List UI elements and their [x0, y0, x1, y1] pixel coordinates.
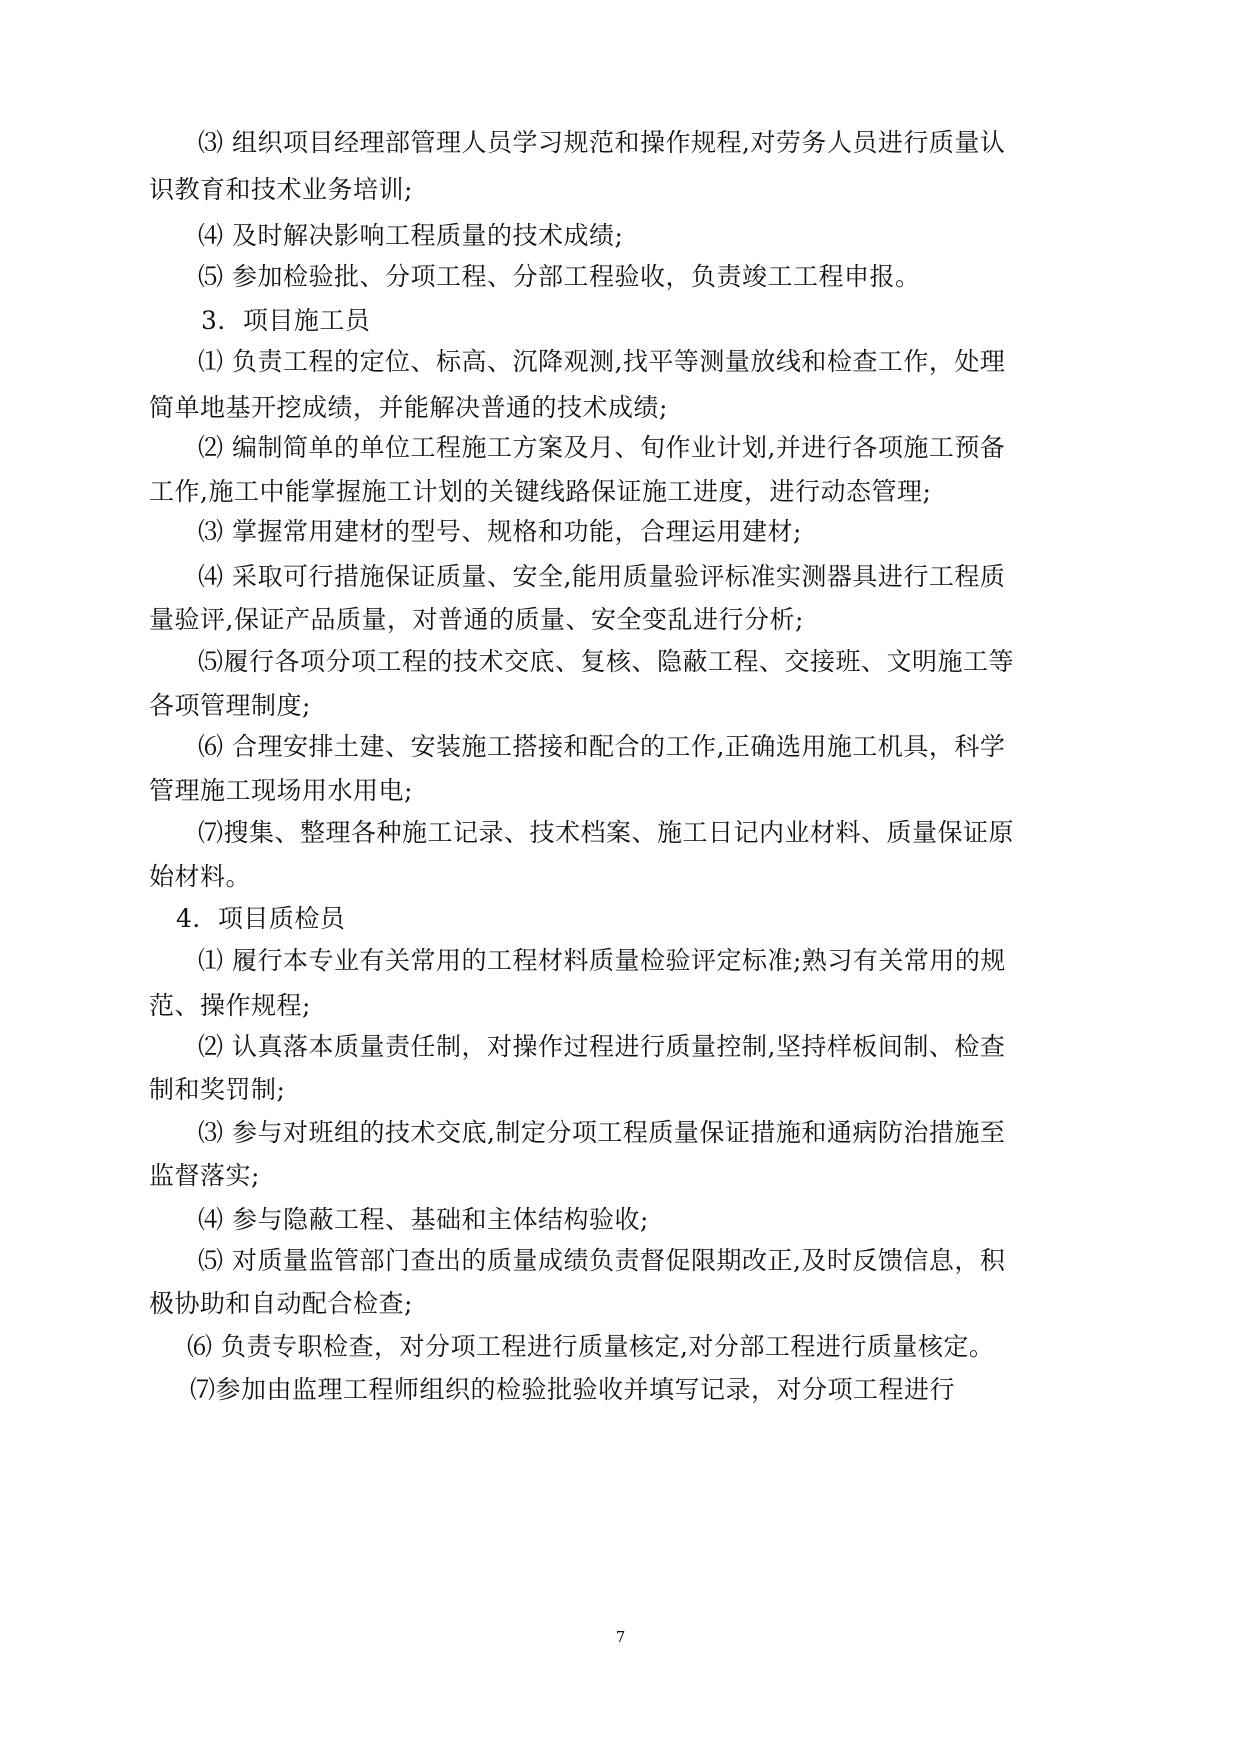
text-line: 制和奖罚制;	[149, 1075, 286, 1104]
text-line: 简单地基开挖成绩，并能解决普通的技术成绩;	[149, 393, 668, 422]
text-line: ⑶ 组织项目经理部管理人员学习规范和操作规程,对劳务人员进行质量认	[198, 128, 1006, 157]
section-heading: 4．项目质检员	[176, 904, 346, 933]
text-line: ⑴ 履行本专业有关常用的工程材料质量检验评定标准;熟习有关常用的规	[198, 946, 1006, 975]
text-line: ⑴ 负责工程的定位、标高、沉降观测,找平等测量放线和检查工作，处理	[198, 347, 1006, 376]
text-line: 各项管理制度;	[149, 691, 311, 720]
text-line: 监督落实;	[149, 1161, 260, 1190]
text-line: ⑸ 对质量监管部门查出的质量成绩负责督促限期改正,及时反馈信息，积	[198, 1246, 1006, 1275]
text-line: ⑶ 参与对班组的技术交底,制定分项工程质量保证措施和通病防治措施至	[198, 1118, 1006, 1147]
section-heading: 3．项目施工员	[201, 306, 371, 335]
text-line: ⑶ 掌握常用建材的型号、规格和功能，合理运用建材;	[198, 517, 802, 546]
text-line: ⑹ 合理安排土建、安装施工搭接和配合的工作,正确选用施工机具，科学	[198, 732, 1006, 761]
text-line: ⑺搜集、整理各种施工记录、技术档案、施工日记内业材料、质量保证原	[198, 818, 1015, 847]
text-line: ⑷ 参与隐蔽工程、基础和主体结构验收;	[198, 1205, 649, 1234]
text-line: 范、操作规程;	[149, 991, 311, 1020]
text-line: ⑹ 负责专职检查，对分项工程进行质量核定,对分部工程进行质量核定。	[187, 1332, 995, 1361]
text-line: ⑸ 参加检验批、分项工程、分部工程验收，负责竣工工程申报。	[198, 262, 921, 291]
text-line: 量验评,保证产品质量，对普通的质量、安全变乱进行分析;	[149, 605, 804, 634]
text-line: ⑷ 及时解决影响工程质量的技术成绩;	[198, 221, 624, 250]
page-number: 7	[615, 1628, 626, 1646]
text-line: ⑵ 认真落本质量责任制，对操作过程进行质量控制,坚持样板间制、检查	[198, 1032, 1006, 1061]
text-line: 识教育和技术业务培训;	[149, 175, 413, 204]
text-line: 工作,施工中能掌握施工计划的关键线路保证施工进度，进行动态管理;	[149, 477, 932, 506]
text-line: ⑷ 采取可行措施保证质量、安全,能用质量验评标准实测器具进行工程质	[198, 562, 1006, 591]
text-line: 始材料。	[149, 862, 252, 891]
text-line: ⑸履行各项分项工程的技术交底、复核、隐蔽工程、交接班、文明施工等	[198, 647, 1015, 676]
text-line: 极协助和自动配合检查;	[149, 1289, 413, 1318]
text-line: 管理施工现场用水用电;	[149, 776, 413, 805]
text-line: ⑺参加由监理工程师组织的检验批验收并填写记录，对分项工程进行	[190, 1375, 956, 1404]
text-line: ⑵ 编制简单的单位工程施工方案及月、旬作业计划,并进行各项施工预备	[198, 433, 1006, 462]
